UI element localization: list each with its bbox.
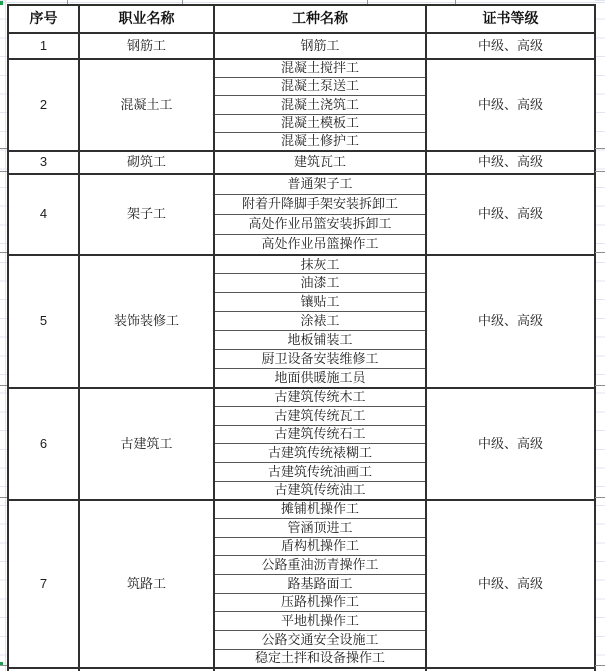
- gridline-stub: [0, 385, 7, 386]
- trade-cell[interactable]: 管涵顶进工: [214, 519, 426, 538]
- level-cell[interactable]: 中级、高级: [426, 255, 595, 388]
- occupation-cell[interactable]: 筑路工: [79, 500, 214, 668]
- header-level[interactable]: 证书等级: [426, 5, 595, 33]
- table-header-row: [8, 5, 595, 33]
- gridline-stub: [0, 252, 7, 253]
- serial-cell[interactable]: 2: [8, 59, 79, 151]
- trade-cell[interactable]: 厨卫设备安装维修工: [214, 350, 426, 369]
- trade-cell[interactable]: 古建筑传统油工: [214, 481, 426, 500]
- serial-cell[interactable]: 6: [8, 388, 79, 500]
- trade-cell[interactable]: 普通架子工: [214, 174, 426, 194]
- gridline-stub: [595, 497, 605, 498]
- level-cell[interactable]: 中级、高级: [426, 151, 595, 174]
- occupation-cell[interactable]: 古建筑工: [79, 388, 214, 500]
- gridline-stub: [595, 171, 605, 172]
- trade-cell[interactable]: 混凝土搅拌工: [214, 59, 426, 77]
- trade-cell[interactable]: 古建筑传统油画工: [214, 463, 426, 482]
- trade-cell[interactable]: 稳定土拌和设备操作工: [214, 649, 426, 668]
- trade-table-body: [8, 33, 595, 671]
- occupation-cell[interactable]: 架子工: [79, 174, 214, 255]
- trade-cell[interactable]: 钢筋工: [214, 33, 426, 59]
- gridline-stub: [367, 0, 368, 4]
- table-row: [8, 500, 595, 519]
- trade-cell[interactable]: 建筑瓦工: [214, 151, 426, 174]
- trade-cell[interactable]: 油漆工: [214, 274, 426, 293]
- gridline-vertical: [5, 0, 6, 671]
- trade-cell[interactable]: 公路重油沥青操作工: [214, 556, 426, 575]
- gridline-stub: [67, 0, 68, 4]
- gridline-stub: [455, 0, 456, 4]
- level-cell[interactable]: 中级、高级: [426, 388, 595, 500]
- trade-cell[interactable]: 古建筑传统裱糊工: [214, 444, 426, 463]
- excel-green-marker: [0, 1, 3, 5]
- gridline-stub: [0, 497, 7, 498]
- table-row: [8, 174, 595, 194]
- trade-cell[interactable]: 混凝土模板工: [214, 114, 426, 132]
- gridline-stub: [595, 252, 605, 253]
- serial-cell[interactable]: 1: [8, 33, 79, 59]
- serial-cell[interactable]: 4: [8, 174, 79, 255]
- trade-cell[interactable]: 镶贴工: [214, 293, 426, 312]
- trade-cell[interactable]: 高处作业吊篮安装拆卸工: [214, 214, 426, 234]
- trade-cell[interactable]: 平地机操作工: [214, 612, 426, 631]
- occupation-cell[interactable]: 钢筋工: [79, 33, 214, 59]
- gridline-horizontal: [0, 2, 605, 3]
- trade-cell[interactable]: 地板铺装工: [214, 331, 426, 350]
- trade-cell[interactable]: 高处作业吊篮操作工: [214, 235, 426, 255]
- level-cell[interactable]: 中级、高级: [426, 174, 595, 255]
- trade-cell[interactable]: 混凝土泵送工: [214, 77, 426, 95]
- serial-cell[interactable]: 7: [8, 500, 79, 668]
- level-cell[interactable]: 中级、高级: [426, 59, 595, 151]
- trade-cell[interactable]: 公路交通安全设施工: [214, 630, 426, 649]
- table-row: [8, 388, 595, 407]
- header-trade[interactable]: 工种名称: [214, 5, 426, 33]
- trade-cell[interactable]: 抹灰工: [214, 255, 426, 274]
- serial-cell[interactable]: 3: [8, 151, 79, 174]
- trade-cell[interactable]: 古建筑传统瓦工: [214, 407, 426, 426]
- gridline-stub: [595, 665, 605, 666]
- trade-cell[interactable]: 地面供暖施工员: [214, 369, 426, 388]
- header-occupation[interactable]: 职业名称: [79, 5, 214, 33]
- occupation-cell[interactable]: 砌筑工: [79, 151, 214, 174]
- gridline-stub: [595, 385, 605, 386]
- trade-cell[interactable]: 混凝土修护工: [214, 133, 426, 151]
- trade-cell[interactable]: 盾构机操作工: [214, 537, 426, 556]
- occupation-cell[interactable]: 混凝土工: [79, 59, 214, 151]
- trade-cell[interactable]: 附着升降脚手架安装拆卸工: [214, 194, 426, 214]
- trade-cell[interactable]: 混凝土浇筑工: [214, 96, 426, 114]
- table-row: [8, 151, 595, 174]
- trade-cell[interactable]: 压路机操作工: [214, 593, 426, 612]
- level-cell[interactable]: 中级、高级: [426, 33, 595, 59]
- header-serial[interactable]: 序号: [8, 5, 79, 33]
- gridline-stub: [595, 148, 605, 149]
- serial-cell[interactable]: 5: [8, 255, 79, 388]
- gridline-stub: [0, 665, 7, 666]
- trade-cell[interactable]: 摊铺机操作工: [214, 500, 426, 519]
- table-row: [8, 33, 595, 59]
- trade-cell[interactable]: 古建筑传统石工: [214, 425, 426, 444]
- gridline-stub: [0, 171, 7, 172]
- trade-cell[interactable]: 古建筑传统木工: [214, 388, 426, 407]
- trade-certificate-table: [7, 4, 596, 671]
- spreadsheet-gridlines-right: [595, 0, 605, 671]
- table-row: [8, 59, 595, 77]
- occupation-cell[interactable]: 装饰装修工: [79, 255, 214, 388]
- gridline-stub: [182, 0, 183, 4]
- gridline-stub: [0, 148, 7, 149]
- level-cell[interactable]: 中级、高级: [426, 500, 595, 668]
- table-row: [8, 255, 595, 274]
- trade-cell[interactable]: 路基路面工: [214, 575, 426, 594]
- trade-cell[interactable]: 涂裱工: [214, 312, 426, 331]
